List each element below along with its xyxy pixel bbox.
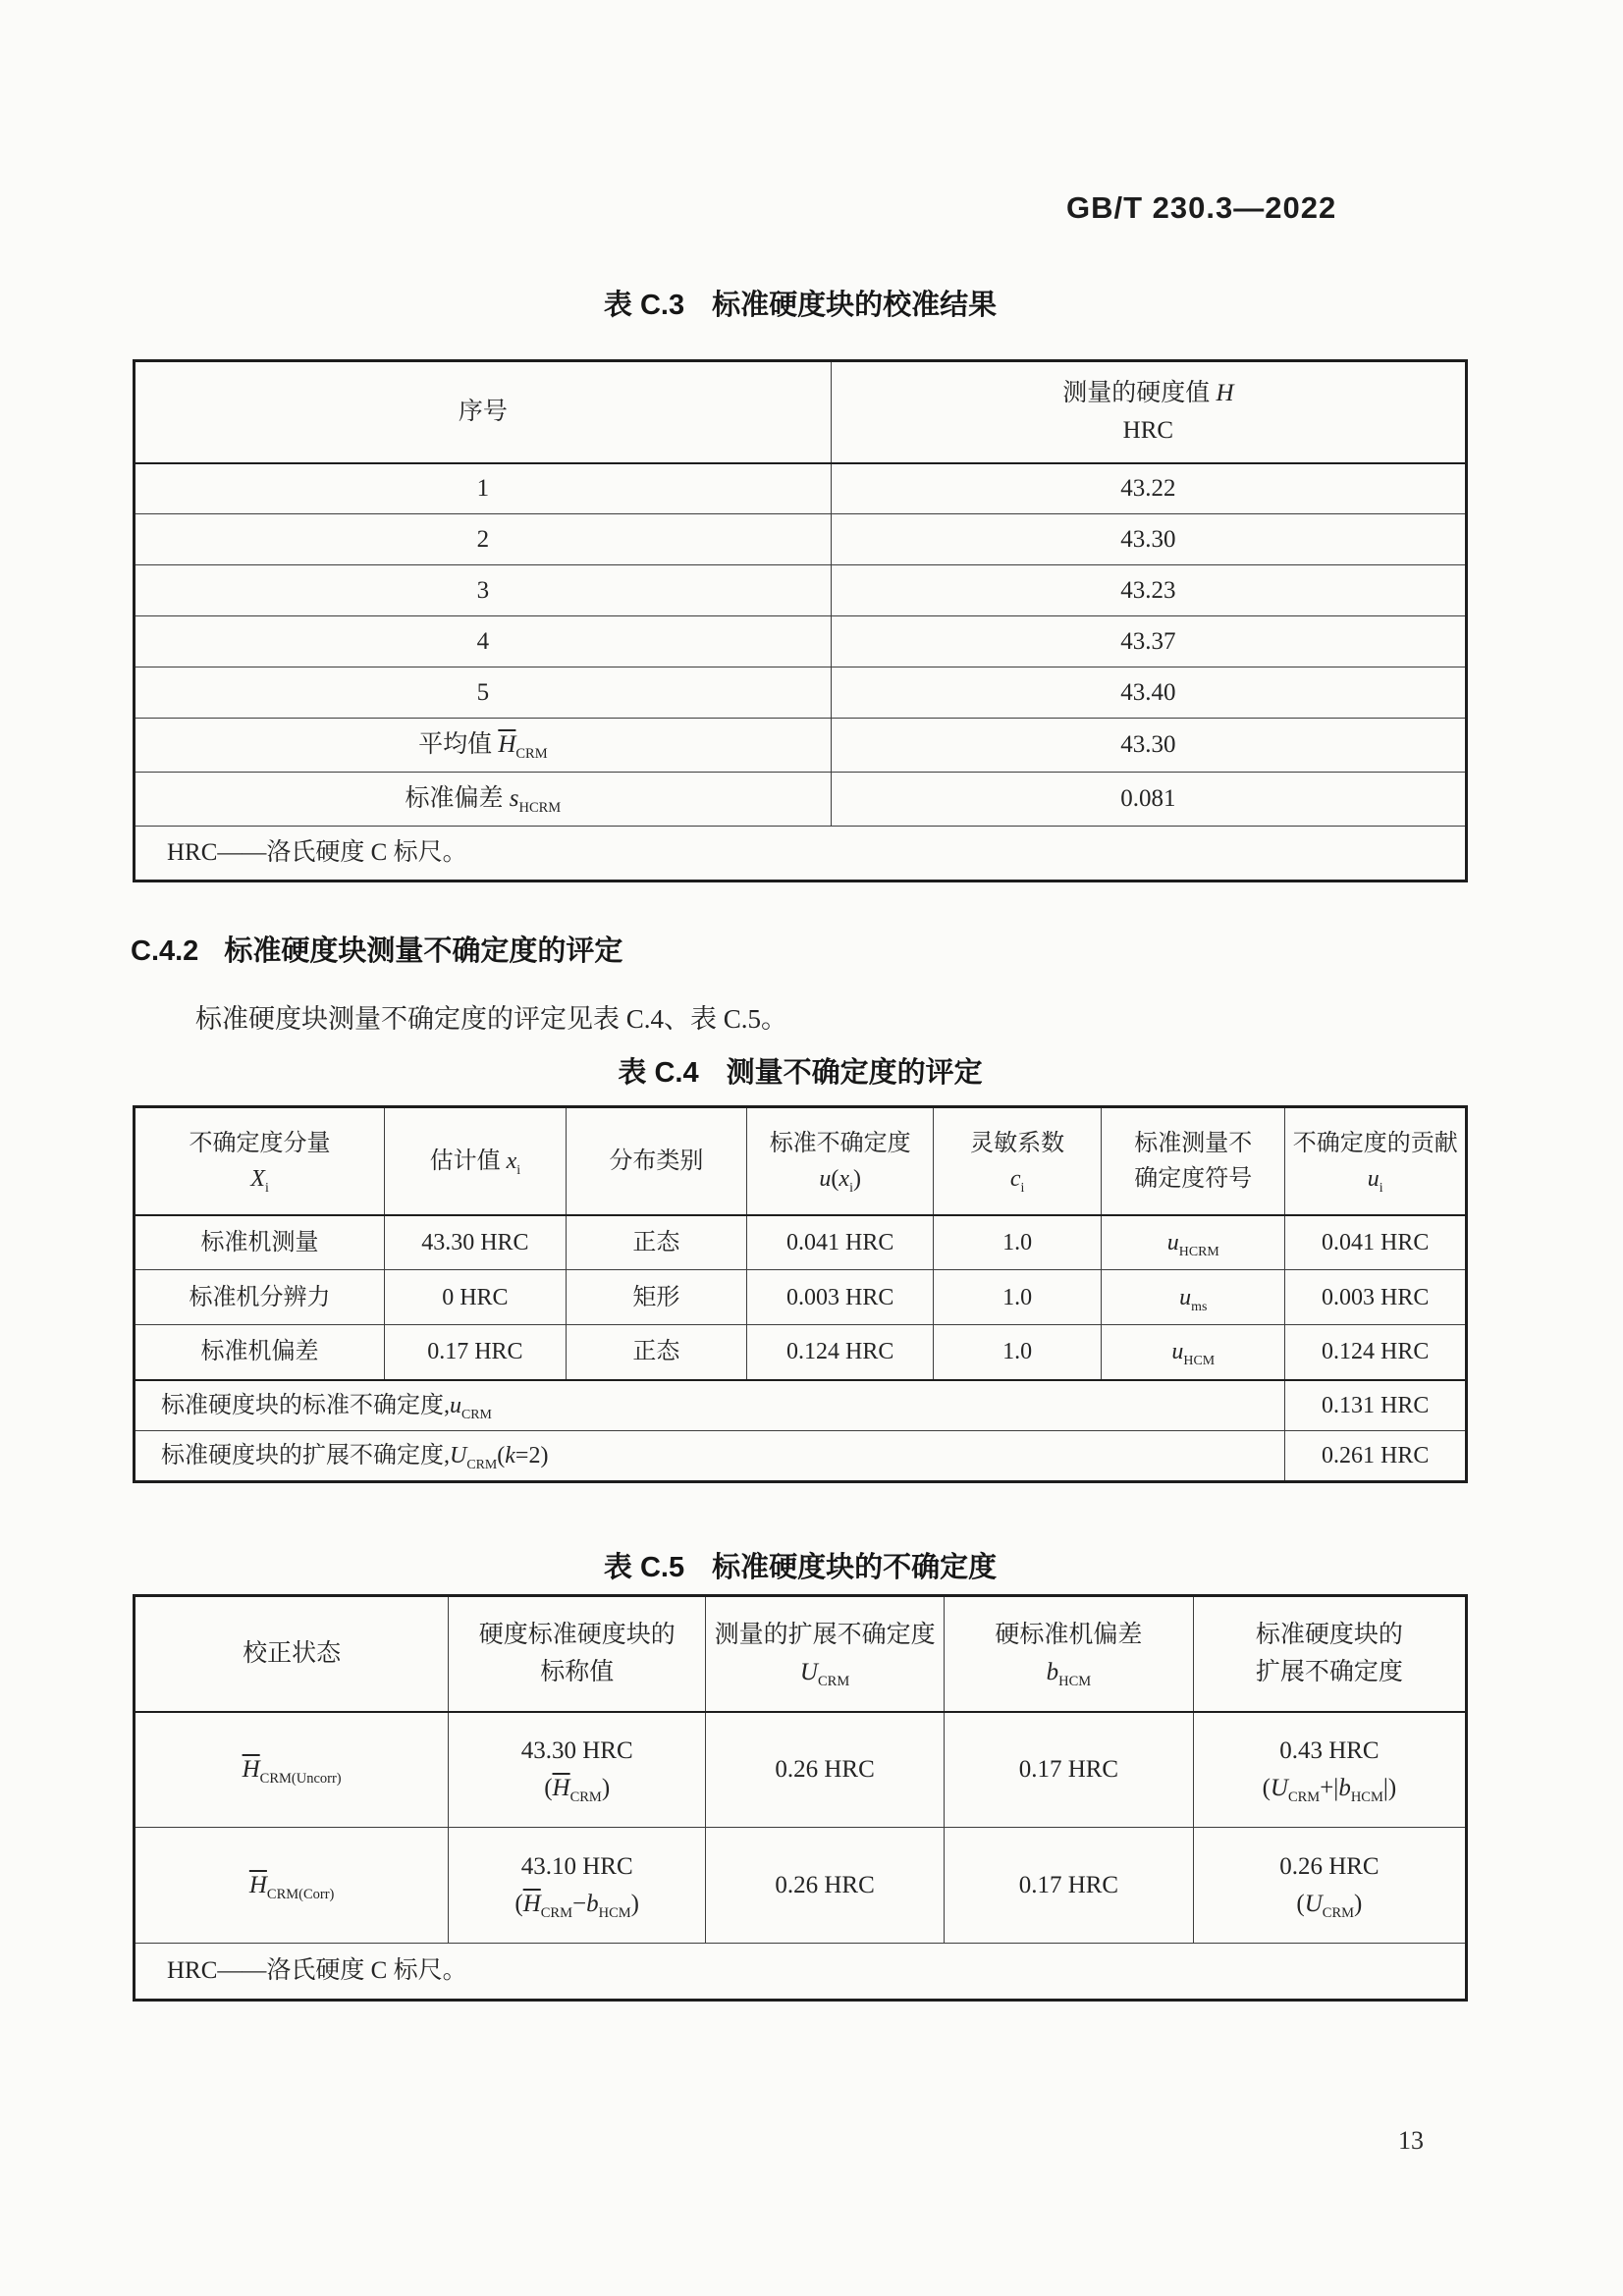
table-row: [135, 667, 1467, 719]
std-uncertainty-cell: 0.041 HRC: [747, 1215, 934, 1270]
c5-header-expanded-uncertainty: [706, 1596, 945, 1712]
math-var: c: [1009, 1165, 1021, 1192]
distribution-cell: 矩形: [566, 1270, 747, 1325]
table-row: [135, 463, 1467, 514]
expanded-uncertainty-cell: 0.26 HRC: [706, 1712, 945, 1828]
estimate-cell: 0.17 HRC: [385, 1325, 567, 1380]
math-sub: HCM: [1183, 1354, 1216, 1369]
seq-cell: 4: [135, 616, 832, 667]
math-paren: (: [1296, 1890, 1305, 1917]
c4-header-symbol: [1102, 1107, 1285, 1215]
header-line2: 扩展不确定度: [1255, 1658, 1403, 1685]
table-c3-header-row: [135, 361, 1467, 463]
math-sub: CRM: [466, 1457, 498, 1472]
math-sub: HCM: [1350, 1789, 1383, 1805]
block-uncertainty-cell: [1193, 1712, 1466, 1828]
table-row: [135, 1712, 1467, 1828]
header-line1: 灵敏系数: [970, 1130, 1065, 1156]
average-label-cell: [135, 719, 832, 773]
symbol-cell: [1102, 1215, 1285, 1270]
math-var-overline: $\overline{H}$: [242, 1756, 260, 1783]
math-sub: HCRM: [518, 800, 562, 817]
summary-row: [135, 1380, 1467, 1431]
table-row: [135, 1215, 1467, 1270]
math-var: U: [799, 1658, 818, 1685]
contribution-cell: 0.124 HRC: [1285, 1325, 1467, 1380]
table-c4-header-row: [135, 1107, 1467, 1215]
table-c5-title: [133, 1545, 1468, 1585]
math-sub: ms: [1191, 1299, 1208, 1314]
distribution-cell: 正态: [566, 1325, 747, 1380]
math-var: u: [1179, 1284, 1192, 1310]
math-var: U: [1304, 1890, 1323, 1917]
header-line1: 标准硬度块的: [1255, 1622, 1403, 1649]
label-text: 标准硬度块的扩展不确定度,: [161, 1443, 450, 1468]
math-var: u: [1171, 1339, 1184, 1365]
math-sub: CRM: [817, 1673, 850, 1689]
table-c5: [133, 1594, 1468, 2002]
math-operator: −: [572, 1890, 587, 1917]
table-c3-title-text: 标准硬度块的校准结果: [712, 290, 998, 321]
c4-header-component: [135, 1107, 385, 1215]
math-sub: CRM(Corr): [266, 1886, 335, 1902]
math-sub: CRM(Uncorr): [259, 1771, 342, 1787]
value-cell: 43.22: [831, 463, 1466, 514]
c3-header-seq: [135, 361, 832, 463]
value-cell: 43.37: [831, 616, 1466, 667]
math-var: H: [1216, 380, 1234, 407]
math-sub: i: [849, 1180, 853, 1196]
body-paragraph: 标准硬度块测量不确定度的评定见表 C.4、表 C.5。: [195, 1004, 788, 1034]
math-sub: CRM: [1322, 1904, 1355, 1921]
label-text: 平均值: [418, 731, 499, 759]
math-var: b: [1046, 1658, 1059, 1685]
bias-cell: 0.17 HRC: [945, 1828, 1194, 1944]
state-cell: [135, 1712, 449, 1828]
section-number: C.4.2: [131, 935, 199, 967]
value-line: 43.30 HRC: [520, 1737, 633, 1765]
estimate-cell: 43.30 HRC: [385, 1215, 567, 1270]
contribution-cell: 0.003 HRC: [1285, 1270, 1467, 1325]
label-text: 标准偏差: [405, 785, 510, 813]
nominal-cell: [449, 1712, 706, 1828]
summary-label-cell: [135, 1431, 1285, 1482]
math-sub: i: [264, 1180, 269, 1196]
seq-cell: 3: [135, 565, 832, 616]
header-line1: 不确定度分量: [189, 1130, 331, 1156]
nominal-cell: [449, 1828, 706, 1944]
table-c5-header-row: [135, 1596, 1467, 1712]
header-text: 测量的硬度值: [1062, 380, 1217, 407]
table-c3: [133, 359, 1468, 882]
header-text: 估计值: [429, 1148, 507, 1174]
table-row: [135, 616, 1467, 667]
math-var: U: [1270, 1774, 1288, 1801]
math-operator: +|: [1320, 1774, 1339, 1801]
std-uncertainty-cell: 0.124 HRC: [747, 1325, 934, 1380]
summary-value-cell: 0.131 HRC: [1285, 1380, 1467, 1431]
header-line1: [836, 375, 1461, 412]
header-line1: 不确定度的贡献: [1292, 1130, 1458, 1156]
header-line2: [139, 1161, 380, 1197]
math-sub: i: [1379, 1180, 1383, 1196]
math-var: x: [506, 1148, 517, 1174]
math-var: s: [509, 785, 519, 813]
header-line1: 标准不确定度: [769, 1130, 911, 1156]
math-var: b: [586, 1890, 599, 1917]
value-line: 0.26 HRC: [1279, 1853, 1380, 1880]
math-sub: CRM: [569, 1789, 602, 1805]
stddev-row: [135, 773, 1467, 827]
math-var: x: [839, 1165, 850, 1192]
c5-header-bias: [945, 1596, 1194, 1712]
component-cell: 标准机分辨力: [135, 1270, 385, 1325]
estimate-cell: 0 HRC: [385, 1270, 567, 1325]
formula-line: [453, 1886, 701, 1923]
header-line2: [751, 1161, 929, 1197]
header-label: 序号: [458, 399, 508, 425]
math-var-overline: $\overline{H}$: [552, 1774, 570, 1801]
c4-header-estimate: [385, 1107, 567, 1215]
sensitivity-cell: 1.0: [934, 1325, 1102, 1380]
table-c4-title-text: 测量不确定度的评定: [726, 1057, 983, 1089]
math-paren: ): [852, 1165, 861, 1192]
summary-value-cell: 0.261 HRC: [1285, 1431, 1467, 1482]
seq-cell: 2: [135, 514, 832, 565]
table-row: [135, 514, 1467, 565]
state-cell: [135, 1828, 449, 1944]
header-line2: [938, 1161, 1097, 1197]
math-var: u: [819, 1165, 832, 1192]
stddev-label-cell: [135, 773, 832, 827]
value-cell: 43.23: [831, 565, 1466, 616]
c3-header-value: [831, 361, 1466, 463]
math-var: u: [450, 1392, 461, 1418]
math-sub: CRM: [1287, 1789, 1321, 1805]
seq-cell: 5: [135, 667, 832, 719]
c4-header-std-uncertainty: [747, 1107, 934, 1215]
math-paren: ): [1354, 1890, 1363, 1917]
table-c4-title: [133, 1050, 1468, 1091]
seq-cell: 1: [135, 463, 832, 514]
math-var: u: [1367, 1165, 1380, 1192]
header-line2: [1289, 1161, 1461, 1197]
table-c3-label: 表 C.3: [603, 290, 685, 321]
table-row: [135, 1828, 1467, 1944]
math-paren: ): [630, 1890, 639, 1917]
value-cell: 43.40: [831, 667, 1466, 719]
summary-row: [135, 1431, 1467, 1482]
math-sub: CRM: [515, 746, 548, 763]
sensitivity-cell: 1.0: [934, 1215, 1102, 1270]
sensitivity-cell: 1.0: [934, 1270, 1102, 1325]
math-var: U: [450, 1443, 467, 1468]
header-line2: [710, 1654, 940, 1691]
math-var-overline: $\overline{H}$: [498, 731, 516, 759]
math-paren: (: [831, 1165, 839, 1192]
section-title: 标准硬度块测量不确定度的评定: [224, 935, 623, 967]
footnote-row: [135, 827, 1467, 881]
math-var: b: [1338, 1774, 1351, 1801]
section-heading: [131, 929, 622, 969]
table-c4: [133, 1105, 1468, 1483]
table-footnote: HRC——洛氏硬度 C 标尺。: [135, 827, 1467, 881]
bias-cell: 0.17 HRC: [945, 1712, 1194, 1828]
formula-line: [1198, 1886, 1461, 1923]
c4-header-contribution: [1285, 1107, 1467, 1215]
standard-code: GB/T 230.3—2022: [1066, 190, 1337, 225]
component-cell: 标准机偏差: [135, 1325, 385, 1380]
expanded-uncertainty-cell: 0.26 HRC: [706, 1828, 945, 1944]
math-sub: HCM: [598, 1904, 631, 1921]
symbol-cell: [1102, 1325, 1285, 1380]
header-line2: [948, 1654, 1189, 1691]
table-c3-title: [133, 283, 1468, 323]
c5-header-block-uncertainty: [1193, 1596, 1466, 1712]
formula-line: [1198, 1770, 1461, 1807]
table-c5-title-text: 标准硬度块的不确定度: [712, 1552, 998, 1583]
average-row: [135, 719, 1467, 773]
value-line: 0.43 HRC: [1279, 1737, 1380, 1765]
stddev-value-cell: 0.081: [831, 773, 1466, 827]
math-paren: (: [497, 1443, 506, 1468]
math-sub: CRM: [461, 1407, 492, 1422]
table-c5-label: 表 C.5: [603, 1552, 685, 1583]
math-paren: (: [1262, 1774, 1271, 1801]
c5-header-state: 校正状态: [135, 1596, 449, 1712]
math-var-overline: $\overline{H}$: [248, 1871, 267, 1898]
math-var-overline: $\overline{H}$: [522, 1890, 541, 1917]
std-uncertainty-cell: 0.003 HRC: [747, 1270, 934, 1325]
average-value-cell: 43.30: [831, 719, 1466, 773]
math-paren: |): [1382, 1774, 1397, 1801]
math-sub: CRM: [540, 1904, 573, 1921]
header-line2: 标称值: [540, 1658, 615, 1685]
component-cell: 标准机测量: [135, 1215, 385, 1270]
table-c4-label: 表 C.4: [618, 1057, 699, 1089]
table-row: [135, 1270, 1467, 1325]
math-var: u: [1166, 1229, 1179, 1255]
value-line: 43.10 HRC: [520, 1853, 633, 1880]
table-row: [135, 565, 1467, 616]
page-number: 13: [1398, 2126, 1424, 2155]
table-row: [135, 1325, 1467, 1380]
math-paren: (: [514, 1890, 523, 1917]
header-line1: 硬度标准硬度块的: [478, 1622, 676, 1649]
table-footnote: HRC——洛氏硬度 C 标尺。: [135, 1944, 1467, 2001]
math-sub: i: [516, 1162, 521, 1178]
math-sub: HCRM: [1178, 1244, 1219, 1259]
value-cell: 43.30: [831, 514, 1466, 565]
contribution-cell: 0.041 HRC: [1285, 1215, 1467, 1270]
symbol-cell: [1102, 1270, 1285, 1325]
math-var: X: [250, 1165, 265, 1192]
c4-header-sensitivity: [934, 1107, 1102, 1215]
header-line2: HRC: [1122, 416, 1174, 444]
header-line1: 测量的扩展不确定度: [714, 1622, 936, 1649]
math-text: =2): [514, 1443, 549, 1468]
formula-line: [453, 1770, 701, 1807]
math-paren: ): [601, 1774, 611, 1801]
header-line2: 确定度符号: [1134, 1165, 1253, 1192]
math-var: k: [505, 1443, 515, 1468]
label-text: 标准硬度块的标准不确定度,: [161, 1392, 450, 1418]
math-paren: (: [544, 1774, 553, 1801]
block-uncertainty-cell: [1193, 1828, 1466, 1944]
c5-header-nominal: [449, 1596, 706, 1712]
math-sub: HCM: [1058, 1673, 1092, 1689]
summary-label-cell: [135, 1380, 1285, 1431]
header-line1: 硬标准机偏差: [995, 1622, 1143, 1649]
c4-header-distribution: 分布类别: [566, 1107, 747, 1215]
header-line1: 标准测量不: [1134, 1130, 1253, 1156]
distribution-cell: 正态: [566, 1215, 747, 1270]
math-sub: i: [1020, 1180, 1025, 1196]
footnote-row: [135, 1944, 1467, 2001]
